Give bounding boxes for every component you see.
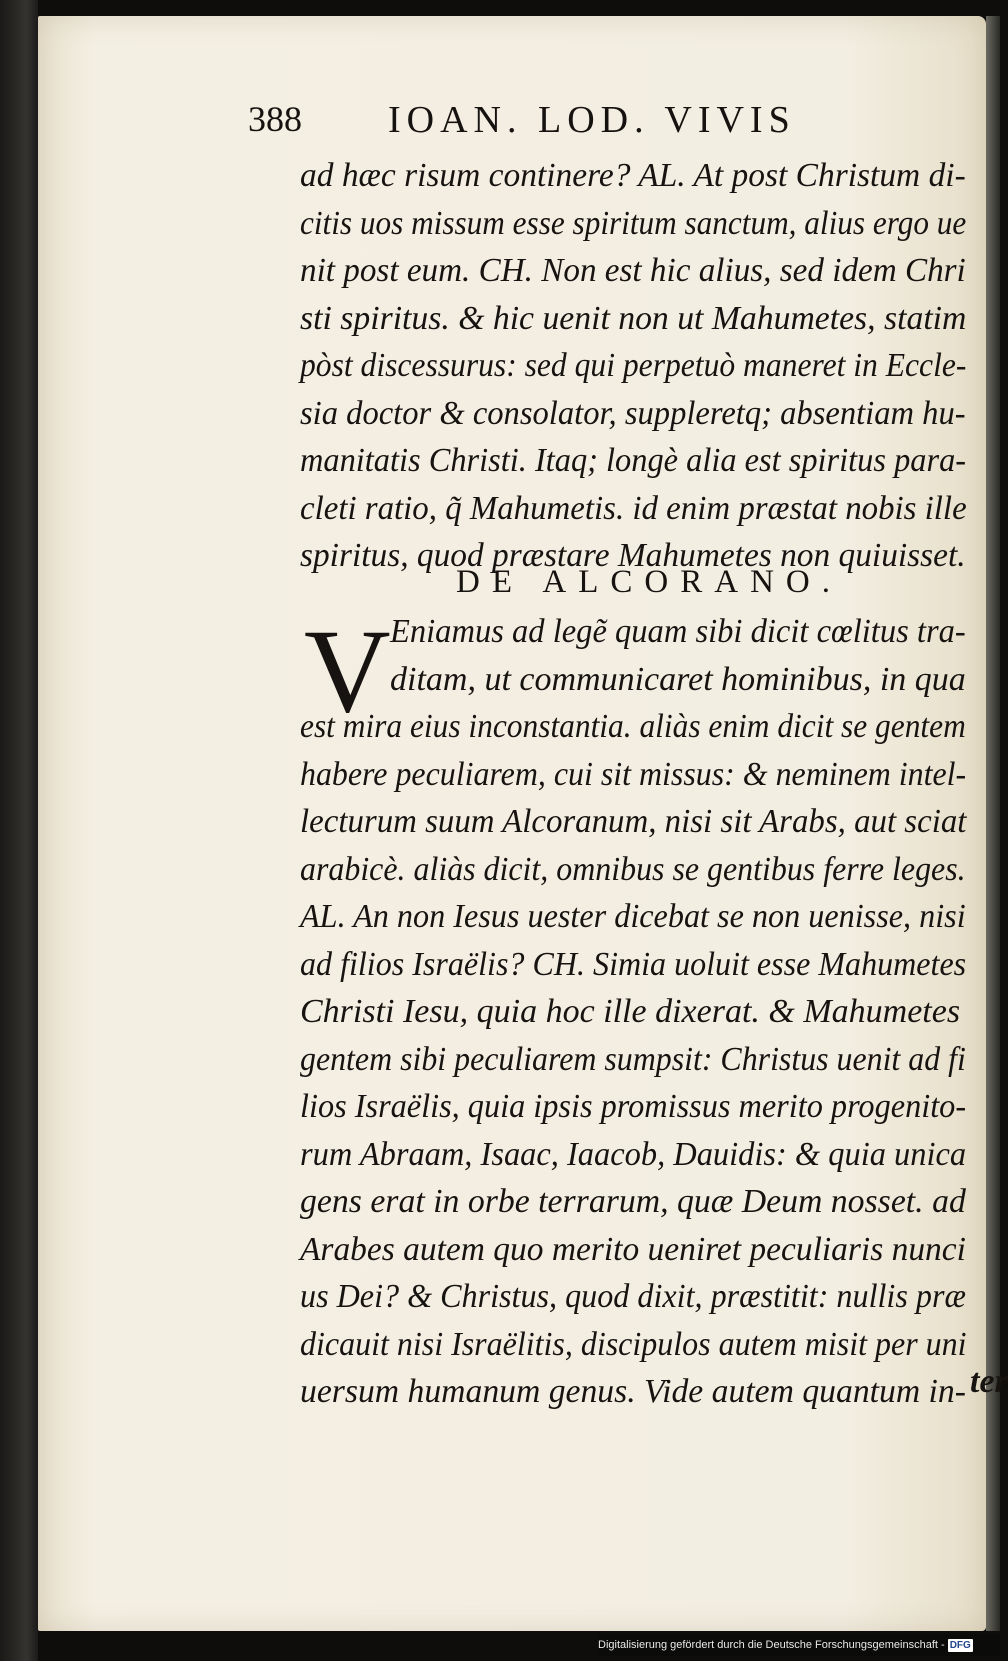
text-line: lecturum suum Alcoranum, nisi sit Arabs, aut sciat xyxy=(300,803,967,840)
page-number: 388 xyxy=(248,99,302,139)
text-line: uersum humanum genus. Vide autem quantum in‑ xyxy=(300,1373,966,1410)
text-line: citis uos missum esse spiritum sanctum, alius ergo ue xyxy=(300,204,967,242)
text-line: Christi Iesu, quia hoc ille dixerat. & Mahumetes xyxy=(300,993,961,1030)
text-line: cleti ratio, q̃ Mahumetis. id enim præstat nobis ille xyxy=(300,489,967,527)
credit-text: Digitalisierung gefördert durch die Deutsche Forschungsgemeinschaft - xyxy=(598,1639,945,1651)
book-page xyxy=(38,16,1008,1631)
text-line: spiritus, quod præstare Mahumetes non quiuisset. xyxy=(300,537,966,574)
text-line: Arabes autem quo merito ueniret peculiaris nunci xyxy=(300,1230,966,1268)
text-line: arabicè. aliàs dicit, omnibus se gentibus ferre leges. xyxy=(300,850,966,888)
text-line: ad hæc risum continere? AL. At post Christum di‑ xyxy=(300,157,966,194)
text-line: sia doctor & consolator, suppleretq; absentiam hu‑ xyxy=(300,394,966,432)
text-line: est mira eius inconstantia. aliàs enim dicit se gentem xyxy=(300,708,966,745)
text-line: lios Israëlis, quia ipsis promissus merito progenito‑ xyxy=(300,1088,967,1125)
text-line: dicauit nisi Israëlitis, discipulos autem misit per uni xyxy=(300,1325,967,1363)
dfg-logo-icon: DFG xyxy=(949,1639,971,1651)
page-header xyxy=(248,98,898,148)
running-title: IOAN. LOD. VIVIS xyxy=(388,99,796,141)
text-line: AL. An non Iesus uester dicebat se non uenisse, nisi xyxy=(300,898,966,935)
text-line: habere peculiarem, cui sit missus: & neminem intel‑ xyxy=(300,755,967,793)
text-line: ad filios Israëlis? CH. Simia uoluit esse Mahumetes xyxy=(300,945,967,983)
text-line: ditam, ut communicaret hominibus, in qua xyxy=(390,660,966,698)
text-line: gens erat in orbe terrarum, quæ Deum nosset. ad xyxy=(300,1183,966,1220)
catchword: ter xyxy=(970,1363,1008,1400)
text-line: us Dei? & Christus, quod dixit, præstitit: nullis præ xyxy=(300,1278,966,1315)
text-line: pòst discessurus: sed qui perpetuò maneret in Eccle‑ xyxy=(300,347,967,384)
text-line: manitatis Christi. Itaq; longè alia est spiritus para‑ xyxy=(300,442,967,479)
text-line: rum Abraam, Isaac, Iaacob, Dauidis: & quia unica xyxy=(300,1135,967,1173)
digitization-credit xyxy=(598,1634,1000,1656)
drop-cap: V xyxy=(304,604,391,737)
page-text xyxy=(38,16,1008,1631)
book-spine xyxy=(0,0,38,1661)
text-line: Eniamus ad legẽ quam sibi dicit cœlitus tra‑ xyxy=(390,613,966,650)
text-line: gentem sibi peculiarem sumpsit: Christus uenit ad fi xyxy=(300,1040,966,1078)
text-line: nit post eum. CH. Non est hic alius, sed idem Chri xyxy=(300,252,966,289)
text-line: sti spiritus. & hic uenit non ut Mahumetes, statim xyxy=(300,299,967,337)
section-title: DE ALCORANO. xyxy=(456,564,843,600)
